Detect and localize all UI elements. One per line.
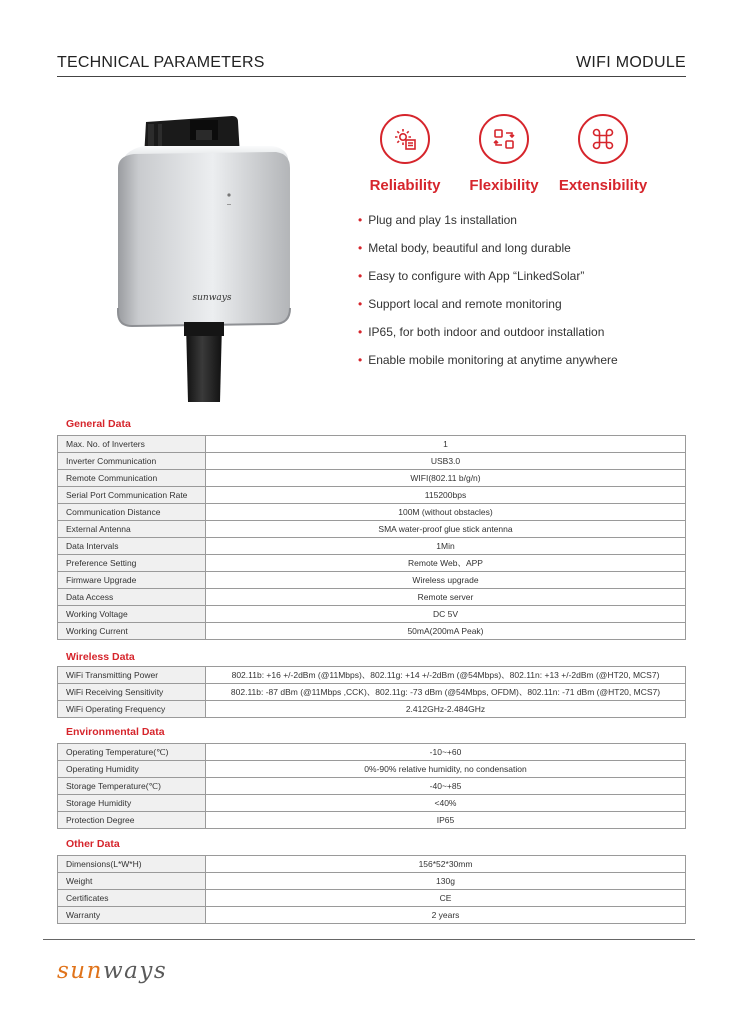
table-row (58, 761, 686, 778)
modules-arrows-icon (479, 114, 529, 164)
table-cell-value: IP65 (206, 812, 686, 829)
table-row (58, 436, 686, 453)
list-item: • Easy to configure with App “LinkedSolar” (358, 269, 585, 283)
header-divider (57, 76, 686, 77)
table-cell-label: Protection Degree (58, 812, 206, 829)
gear-document-icon (380, 114, 430, 164)
table-row (58, 487, 686, 504)
table-cell-value: 156*52*30mm (206, 856, 686, 873)
feature-label: Flexibility (469, 177, 539, 194)
table-row (58, 555, 686, 572)
table-row (58, 470, 686, 487)
table-cell-value: 0%-90% relative humidity, no condensation (206, 761, 686, 778)
table-cell-label: Remote Communication (58, 470, 206, 487)
table-cell-value: -10~+60 (206, 744, 686, 761)
table-cell-label: Firmware Upgrade (58, 572, 206, 589)
table-row (58, 538, 686, 555)
table-cell-value: 100M (without obstacles) (206, 504, 686, 521)
table-row (58, 744, 686, 761)
environmental-data-table (57, 743, 686, 829)
section-title-environmental: Environmental Data (66, 726, 165, 738)
feature-label: Reliability (369, 177, 441, 194)
table-row (58, 667, 686, 684)
list-item: • Support local and remote monitoring (358, 297, 562, 311)
command-icon (578, 114, 628, 164)
table-cell-value: 115200bps (206, 487, 686, 504)
wifi-module-illustration (104, 112, 304, 402)
table-cell-label: Max. No. of Inverters (58, 436, 206, 453)
table-row (58, 873, 686, 890)
table-cell-label: Working Current (58, 623, 206, 640)
table-row (58, 795, 686, 812)
table-cell-label: Inverter Communication (58, 453, 206, 470)
table-cell-label: WiFi Transmitting Power (58, 667, 206, 684)
table-cell-label: WiFi Receiving Sensitivity (58, 684, 206, 701)
table-cell-label: External Antenna (58, 521, 206, 538)
table-cell-value: <40% (206, 795, 686, 812)
table-row (58, 684, 686, 701)
table-cell-label: Operating Humidity (58, 761, 206, 778)
table-cell-label: Weight (58, 873, 206, 890)
table-cell-value: 50mA(200mA Peak) (206, 623, 686, 640)
table-row (58, 907, 686, 924)
feature-label: Extensibility (558, 177, 648, 194)
feature-bullet-list (358, 210, 618, 378)
table-cell-value: SMA water-proof glue stick antenna (206, 521, 686, 538)
table-row (58, 701, 686, 718)
wireless-data-table (57, 666, 686, 718)
table-cell-value: 2 years (206, 907, 686, 924)
list-item: • Enable mobile monitoring at anytime anywhere (358, 353, 618, 367)
table-cell-label: Working Voltage (58, 606, 206, 623)
section-title-wireless: Wireless Data (66, 651, 135, 663)
list-item: • Metal body, beautiful and long durable (358, 241, 571, 255)
table-cell-label: Storage Temperature(℃) (58, 778, 206, 795)
section-title-other: Other Data (66, 838, 120, 850)
device-brand-text: sunways (192, 293, 232, 303)
table-cell-value: DC 5V (206, 606, 686, 623)
table-cell-value: 1Min (206, 538, 686, 555)
general-data-table (57, 435, 686, 640)
table-cell-label: Communication Distance (58, 504, 206, 521)
table-row (58, 453, 686, 470)
table-cell-label: WiFi Operating Frequency (58, 701, 206, 718)
table-cell-value: 802.11b: -87 dBm (@11Mbps ,CCK)、802.11g: -73 dBm (@54Mbps, OFDM)、802.11n: -71 dBm (@HT20, MCS7) (206, 684, 686, 701)
table-cell-label: Certificates (58, 890, 206, 907)
table-row (58, 812, 686, 829)
table-cell-value: 2.412GHz-2.484GHz (206, 701, 686, 718)
table-cell-value: Remote server (206, 589, 686, 606)
product-image (104, 112, 304, 402)
table-row (58, 521, 686, 538)
list-item: • IP65, for both indoor and outdoor installation (358, 325, 605, 339)
table-row (58, 606, 686, 623)
table-cell-value: CE (206, 890, 686, 907)
table-cell-label: Dimensions(L*W*H) (58, 856, 206, 873)
product-name: WIFI MODULE (576, 54, 686, 71)
list-item: • Plug and play 1s installation (358, 213, 517, 227)
table-cell-value: Wireless upgrade (206, 572, 686, 589)
table-row (58, 572, 686, 589)
table-cell-label: Data Access (58, 589, 206, 606)
sunways-logo: sunways (57, 958, 168, 984)
footer-divider (43, 939, 695, 940)
table-cell-value: 802.11b: +16 +/-2dBm (@11Mbps)、802.11g: +14 +/-2dBm (@54Mbps)、802.11n: +13 +/-2dBm (@HT20, MCS7) (206, 667, 686, 684)
section-title-general: General Data (66, 418, 131, 430)
table-cell-label: Operating Temperature(℃) (58, 744, 206, 761)
feature-extensibility (553, 114, 653, 194)
table-row (58, 890, 686, 907)
other-data-table (57, 855, 686, 924)
table-cell-label: Storage Humidity (58, 795, 206, 812)
table-row (58, 778, 686, 795)
feature-flexibility (454, 114, 554, 194)
table-row (58, 623, 686, 640)
feature-reliability (355, 114, 455, 194)
table-row (58, 504, 686, 521)
table-cell-value: 130g (206, 873, 686, 890)
table-row (58, 856, 686, 873)
table-cell-label: Warranty (58, 907, 206, 924)
page-header (57, 52, 686, 76)
table-cell-label: Preference Setting (58, 555, 206, 572)
table-cell-value: Remote Web、APP (206, 555, 686, 572)
table-cell-value: WIFI(802.11 b/g/n) (206, 470, 686, 487)
table-cell-value: USB3.0 (206, 453, 686, 470)
table-cell-value: -40~+85 (206, 778, 686, 795)
table-row (58, 589, 686, 606)
page-title: TECHNICAL PARAMETERS (57, 54, 265, 71)
table-cell-label: Data Intervals (58, 538, 206, 555)
table-cell-value: 1 (206, 436, 686, 453)
table-cell-label: Serial Port Communication Rate (58, 487, 206, 504)
